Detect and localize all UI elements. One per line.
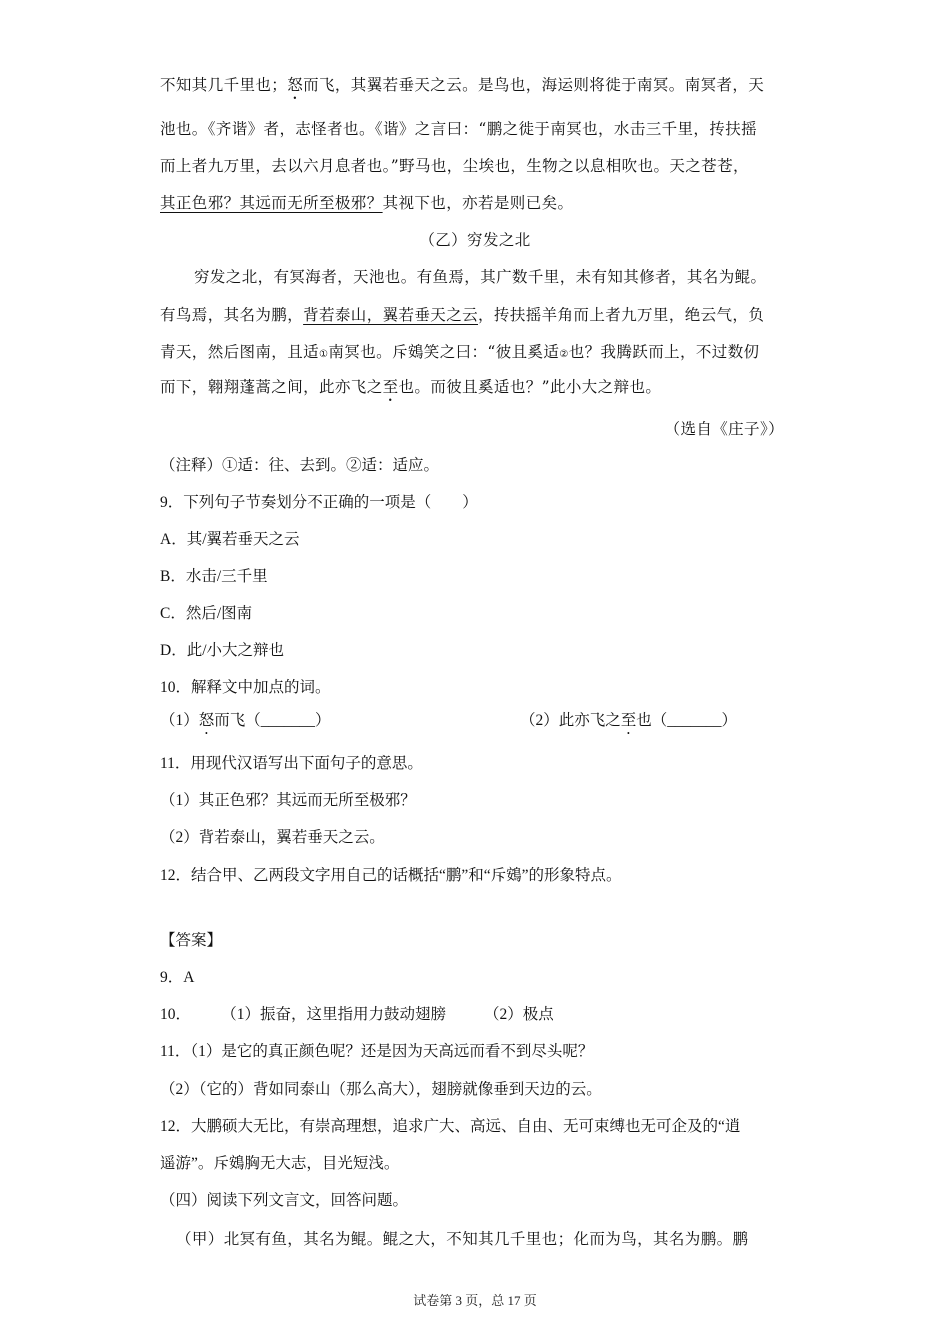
question-11-part-1: （1）其正色邪？其远而无所至极邪？ [160,792,416,809]
text: 也。而彼且奚适也？”此小大之辩也。 [398,378,662,396]
question-11-part-2: （2）背若泰山，翼若垂天之云。 [160,829,385,846]
text: 也？我腾跃而上，不过数仞 [568,343,760,361]
answer-11-part-1: 11．（1）是它的真正颜色呢？还是因为天高远而看不到尽头呢？ [160,1043,594,1060]
answer-11-part-2: （2）（它的）背如同泰山（那么高大），翅膀就像垂到天边的云。 [160,1081,602,1098]
dotted-word: 至 [382,378,399,396]
dotted-word: 怒 [287,76,304,94]
dotted-word: 至 [620,712,637,729]
section-4-passage-jia-line-1: （甲）北冥有鱼，其名为鲲。鲲之大，不知其几千里也；化而为鸟，其名为鹏。鹏 [176,1230,749,1248]
notes: （注释）①适：往、去到。②适：适应。 [160,457,440,474]
text: 10． [160,1006,192,1023]
passage-jia-line-1 [160,74,764,103]
text: 有鸟焉，其名为鹏， [160,306,304,324]
text: （2）此亦飞之 [520,712,621,729]
text: （2）极点 [484,1006,554,1023]
question-9-option-d: D．此/小大之辩也 [160,642,285,659]
underlined-sentence: 背若泰山，翼若垂天之云 [303,306,479,324]
answers-header: 【答案】 [160,932,223,949]
passage-yi-line-3 [160,341,760,366]
text: 其视下也，亦若是则已矣。 [382,194,574,212]
question-10-part-1 [160,710,331,738]
note-marker: ② [559,349,569,360]
text: 也（_______） [636,712,738,729]
section-4-intro: （四）阅读下列文言文，回答问题。 [160,1192,409,1209]
question-10: 10．解释文中加点的词。 [160,679,331,696]
text: ，抟扶摇羊角而上者九万里，绝云气，负 [478,306,765,324]
text: 南冥也。斥鴳笑之曰：“彼且奚适 [328,343,560,361]
passage-jia-line-4 [160,192,573,214]
passage-yi-line-4 [160,376,661,405]
answer-10 [160,1004,554,1026]
text: 而飞，其翼若垂天之云。是鸟也，海运则将徙于南冥。南冥者，天 [303,76,765,94]
text: 不知其几千里也； [160,76,288,94]
text: （1）振奋，这里指用力鼓动翅膀 [229,1006,447,1023]
answer-9: 9．A [160,969,195,986]
answer-12-line-2: 遥游”。斥鴳胸无大志，目光短浅。 [160,1155,400,1172]
note-marker: ① [319,349,329,360]
passage-source: （选自《庄子》） [664,420,784,438]
question-9-option-a: A．其/翼若垂天之云 [160,531,300,548]
passage-jia-line-2: 池也。《齐谐》者，志怪者也。《谐》之言曰：“鹏之徙于南冥也，水击三千里，抟扶摇 [160,120,758,138]
dotted-word: 怒 [198,712,215,729]
question-11: 11．用现代汉语写出下面句子的意思。 [160,755,423,772]
question-12: 12．结合甲、乙两段文字用自己的话概括“鹏”和“斥鴳”的形象特点。 [160,867,622,884]
passage-yi-line-1: 穷发之北，有冥海者，天池也。有鱼焉，其广数千里，未有知其修者，其名为鲲。 [194,268,767,286]
text: 而下，翱翔蓬蒿之间，此亦飞之 [160,378,383,396]
passage-yi-title: （乙）穷发之北 [419,231,531,249]
question-10-part-2 [520,710,737,738]
question-9-option-c: C．然后/图南 [160,605,253,622]
question-9: 9．下列句子节奏划分不正确的一项是（ ） [160,494,478,511]
underlined-sentence: 其正色邪？其远而无所至极邪？ [160,194,383,212]
text: 而飞（_______） [214,712,331,729]
passage-yi-line-2 [160,304,764,326]
passage-jia-line-3: 而上者九万里，去以六月息者也。”野马也，尘埃也，生物之以息相吹也。天之苍苍， [160,157,749,175]
page-footer: 试卷第 3 页，总 17 页 [413,1293,537,1308]
text: 青天，然后图南，且适 [160,343,320,361]
answer-12-line-1: 12．大鹏硕大无比，有崇高理想，追求广大、高远、自由、无可束缚也无可企及的“逍 [160,1118,741,1135]
text: （1） [160,712,199,729]
question-9-option-b: B．水击/三千里 [160,568,268,585]
